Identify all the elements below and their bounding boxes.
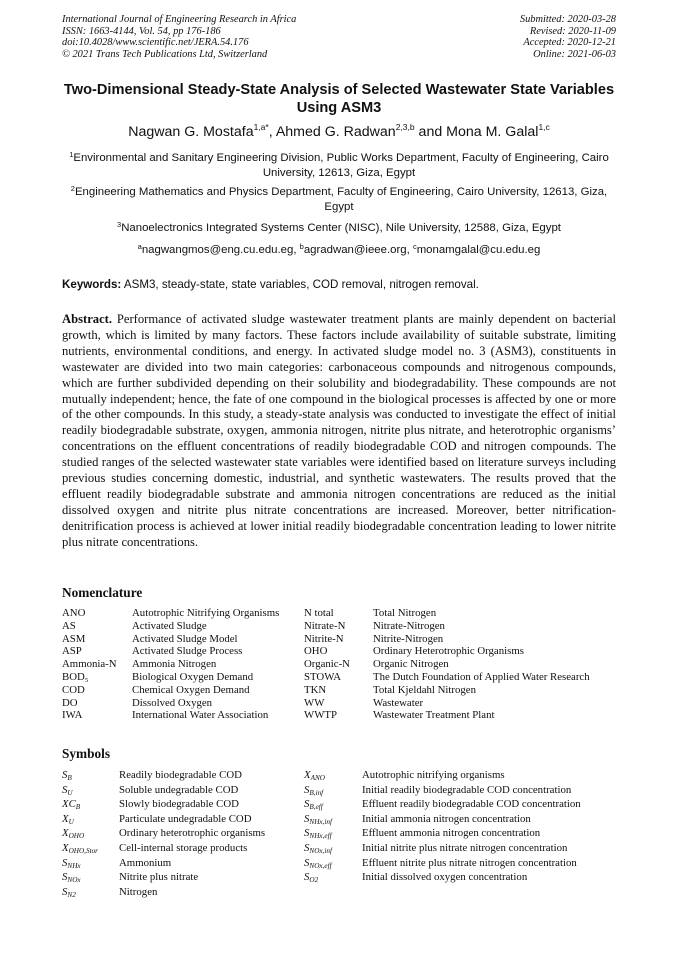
symbol-base: S bbox=[304, 783, 310, 796]
symbol bbox=[304, 783, 362, 798]
revised-date: Revised: 2020-11-09 bbox=[529, 25, 616, 37]
symbol-subscript: NOx,inf bbox=[309, 846, 332, 855]
symbol bbox=[62, 870, 119, 885]
nomenclature-abbreviation: WW bbox=[304, 696, 325, 709]
submitted-date: Submitted: 2020-03-28 bbox=[519, 14, 616, 25]
symbol-description bbox=[362, 885, 616, 900]
symbol-row bbox=[62, 826, 616, 841]
symbol-description: Effluent nitrite plus nitrate nitrogen concentration bbox=[362, 856, 577, 869]
symbol bbox=[62, 797, 119, 812]
symbol-description: Nitrogen bbox=[119, 885, 158, 898]
symbol-row bbox=[62, 841, 616, 856]
symbol-description: Initial ammonia nitrogen concentration bbox=[362, 812, 531, 825]
symbol-description: Effluent ammonia nitrogen concentration bbox=[362, 827, 541, 840]
author-affiliation-mark: 2,3,b bbox=[395, 122, 415, 132]
affiliation-2 bbox=[62, 185, 616, 214]
keywords-label: Keywords: bbox=[62, 278, 122, 291]
symbol-description: Initial dissolved oxygen concentration bbox=[362, 871, 528, 884]
nomenclature-abbreviation: Nitrate-N bbox=[304, 619, 346, 632]
nomenclature-definition: The Dutch Foundation of Applied Water Research bbox=[373, 670, 590, 683]
nomenclature-abbreviation: ASP bbox=[62, 645, 82, 658]
nomenclature-definition: Ammonia Nitrogen bbox=[132, 658, 217, 671]
issn: ISSN: 1663-4144, Vol. 54, pp 176-186 bbox=[62, 25, 221, 37]
nomenclature-abbreviation: Nitrite-N bbox=[304, 632, 344, 645]
nomenclature-abbreviation: TKN bbox=[304, 683, 327, 696]
symbol-description: Particulate undegradable COD bbox=[119, 812, 252, 825]
symbol-description: Cell-internal storage products bbox=[119, 841, 248, 854]
nomenclature-definition: Chemical Oxygen Demand bbox=[132, 683, 250, 696]
nomenclature-definition: Autotrophic Nitrifying Organisms bbox=[132, 607, 280, 619]
symbol bbox=[304, 812, 362, 827]
author-affiliation-mark: 1,a* bbox=[253, 122, 269, 132]
nomenclature-abbreviation: IWA bbox=[62, 709, 83, 722]
copyright: © 2021 Trans Tech Publications Ltd, Switzerland bbox=[62, 49, 268, 61]
symbol-subscript: U bbox=[67, 788, 73, 797]
nomenclature-abbreviation: WWTP bbox=[304, 709, 337, 722]
symbol-base: X bbox=[62, 827, 69, 840]
doi: doi:10.4028/www.scientific.net/JERA.54.176 bbox=[62, 37, 249, 49]
author-name: Nagwan G. Mostafa bbox=[128, 124, 254, 140]
symbol bbox=[62, 856, 119, 871]
symbol-base: X bbox=[62, 841, 69, 854]
symbol bbox=[304, 870, 362, 885]
nomenclature-row bbox=[62, 697, 616, 710]
author-name: Mona M. Galal bbox=[446, 124, 539, 140]
symbol-description: Initial readily biodegradable COD concentration bbox=[362, 783, 572, 796]
abstract-text: Performance of activated sludge wastewater treatment plants are mainly dependent on bacterial growth, which is limited by many factors. These factors include availability of suitable substrate, limiting nutrients, environmental conditions, and energy. In activated sludge model no. 3 (ASM3), constituents in wastewater are divided into two main categories: carbonaceous compounds and nitrogenous compounds, which are further subdivided depending on their solubility and biodegradability. These compounds are not mutually independent; hence, the fate of one compound in the biological processes is affected by one or more of the other compounds. In this study, a steady-state analysis was conducted to investigate the effect of initial readily biodegradable substrate, oxygen, ammonia nitrogen, nitrite plus nitrate, and heterotrophic organisms’ concentrations on the effluent concentrations of readily biodegradable COD and nitrogen compounds. The studied ranges of the selected wastewater state variables were identified based on literature surveys including previous studies concerning domestic, industrial, and synthetic wastewaters. The results proved that the effluent readily biodegradable substrate and ammonia nitrogen concentrations are reduced as the initial dissolved oxygen and nitrite plus nitrate concentrations are increased. Moreover, better nitrification-denitrification process is achieved at lower initial readily biodegradable concentration leading to lower nitrite plus nitrate concentrations. bbox=[62, 312, 616, 549]
symbol-base: X bbox=[304, 769, 311, 781]
nomenclature-row bbox=[62, 645, 616, 658]
symbol-subscript: NOx,eff bbox=[309, 861, 332, 870]
symbol-subscript: B bbox=[75, 803, 81, 812]
author-list bbox=[62, 123, 616, 141]
author-separator: , bbox=[268, 124, 276, 140]
abstract-label: Abstract. bbox=[62, 312, 113, 326]
symbol-description: Initial nitrite plus nitrate nitrogen concentration bbox=[362, 841, 568, 854]
nomenclature-abbreviation: N total bbox=[304, 607, 334, 619]
symbol-base: S bbox=[304, 841, 310, 854]
nomenclature-definition: Total Kjeldahl Nitrogen bbox=[373, 683, 476, 696]
email-mark: b bbox=[299, 242, 304, 251]
affiliation-text: Engineering Mathematics and Physics Department, Faculty of Engineering, Cairo University, 12613, Giza, Egypt bbox=[74, 186, 608, 213]
symbol-subscript: ANO bbox=[310, 774, 325, 782]
affiliation-text: Nanoelectronics Integrated Systems Center (NISC), Nile University, 12588, Giza, Egypt bbox=[121, 222, 561, 234]
paper-title: Two-Dimensional Steady-State Analysis of Selected Wastewater State Variables Using ASM3 bbox=[63, 82, 615, 116]
author-emails bbox=[62, 243, 616, 258]
nomenclature-definition: Wastewater bbox=[373, 696, 424, 709]
email-mark: a bbox=[137, 242, 142, 251]
symbol-base: S bbox=[62, 769, 68, 781]
symbol-subscript: B bbox=[67, 774, 72, 782]
symbol-description: Soluble undegradable COD bbox=[119, 783, 239, 796]
nomenclature-definition: Total Nitrogen bbox=[373, 607, 437, 619]
nomenclature-row bbox=[62, 658, 616, 671]
symbol bbox=[62, 841, 119, 856]
symbol bbox=[62, 783, 119, 798]
affiliation-1 bbox=[62, 151, 616, 180]
symbol-subscript: B,eff bbox=[309, 803, 323, 812]
nomenclature-abbreviation: COD bbox=[62, 683, 85, 696]
symbol-base: S bbox=[304, 856, 310, 869]
symbols-heading: Symbols bbox=[62, 746, 111, 761]
symbol-base: S bbox=[304, 871, 310, 884]
symbol-base: S bbox=[62, 783, 68, 796]
symbol-base: S bbox=[304, 827, 310, 840]
nomenclature-definition: Nitrate-Nitrogen bbox=[373, 619, 445, 632]
symbol-base: S bbox=[304, 798, 310, 811]
affiliation-number: 3 bbox=[117, 220, 122, 229]
nomenclature-row bbox=[62, 684, 616, 697]
symbol-description: Slowly biodegradable COD bbox=[119, 798, 239, 811]
nomenclature-definition: Activated Sludge bbox=[132, 619, 207, 632]
nomenclature-row bbox=[62, 671, 616, 684]
email-link[interactable]: nagwangmos@eng.cu.edu.eg, bbox=[141, 244, 300, 256]
symbol bbox=[304, 856, 362, 871]
symbols-table bbox=[62, 768, 616, 899]
nomenclature-definition: Ordinary Heterotrophic Organisms bbox=[373, 645, 524, 658]
nomenclature-definition: Activated Sludge Model bbox=[132, 632, 238, 645]
author-separator: and bbox=[414, 124, 447, 140]
nomenclature-heading: Nomenclature bbox=[62, 585, 143, 600]
symbol-base: S bbox=[62, 885, 68, 898]
nomenclature-abbreviation: OHO bbox=[304, 645, 328, 658]
symbol bbox=[304, 768, 362, 783]
symbol-row bbox=[62, 812, 616, 827]
symbol-subscript: B,inf bbox=[309, 788, 324, 797]
symbol-description: Ordinary heterotrophic organisms bbox=[119, 827, 266, 840]
symbol-subscript: OHO bbox=[68, 832, 85, 841]
symbol bbox=[304, 826, 362, 841]
nomenclature-table bbox=[62, 607, 616, 722]
journal-info bbox=[62, 14, 296, 61]
symbol bbox=[62, 826, 119, 841]
nomenclature-definition: Biological Oxygen Demand bbox=[132, 670, 254, 683]
symbol-subscript: NHx,eff bbox=[309, 832, 332, 841]
symbol-subscript: U bbox=[68, 817, 74, 826]
symbol-base: X bbox=[62, 812, 69, 825]
nomenclature-abbreviation: STOWA bbox=[304, 670, 341, 683]
symbol-row bbox=[62, 885, 616, 900]
symbol bbox=[62, 885, 119, 900]
nomenclature-definition: Dissolved Oxygen bbox=[132, 696, 213, 709]
keywords bbox=[62, 278, 616, 292]
symbol-subscript: O2 bbox=[309, 876, 319, 885]
nomenclature-abbreviation: DO bbox=[62, 696, 78, 709]
symbol-row bbox=[62, 783, 616, 798]
nomenclature-abbreviation: BOD₅ bbox=[62, 670, 89, 683]
nomenclature-abbreviation: AS bbox=[62, 619, 76, 632]
nomenclature-abbreviation: ASM bbox=[62, 632, 86, 645]
symbol bbox=[62, 768, 119, 783]
email-mark: c bbox=[412, 242, 417, 251]
symbol-subscript: NHx bbox=[67, 861, 81, 870]
abstract bbox=[62, 312, 616, 551]
symbol-description: Ammonium bbox=[119, 856, 172, 869]
affiliation-3 bbox=[62, 221, 616, 236]
nomenclature-row bbox=[62, 607, 616, 620]
symbol bbox=[62, 812, 119, 827]
nomenclature-row bbox=[62, 620, 616, 633]
symbol-row bbox=[62, 870, 616, 885]
symbol-description: Nitrite plus nitrate bbox=[119, 871, 199, 884]
nomenclature-definition: Wastewater Treatment Plant bbox=[373, 709, 495, 722]
nomenclature-definition: Activated Sludge Process bbox=[132, 645, 243, 658]
keywords-text: ASM3, steady-state, state variables, COD removal, nitrogen removal. bbox=[121, 278, 479, 291]
nomenclature-definition: Organic Nitrogen bbox=[373, 658, 449, 671]
symbol bbox=[304, 797, 362, 812]
symbol-base: XC bbox=[62, 798, 76, 811]
symbol-subscript: N2 bbox=[67, 890, 76, 899]
journal-name: International Journal of Engineering Research in Africa bbox=[62, 14, 297, 25]
symbol-base: S bbox=[62, 871, 68, 884]
nomenclature-definition: International Water Association bbox=[132, 709, 269, 722]
nomenclature-abbreviation: Organic-N bbox=[304, 658, 350, 671]
nomenclature-definition: Nitrite-Nitrogen bbox=[373, 632, 444, 645]
affiliation-text: Environmental and Sanitary Engineering Division, Public Works Department, Faculty of Engineering, Cairo University, 12613, Giza, Egypt bbox=[73, 152, 609, 179]
symbol bbox=[304, 841, 362, 856]
symbol-row bbox=[62, 856, 616, 871]
symbol-subscript: NHx,inf bbox=[309, 817, 332, 826]
symbol-row bbox=[62, 797, 616, 812]
symbol-description: Effluent readily biodegradable COD concentration bbox=[362, 798, 581, 811]
symbol-description: Readily biodegradable COD bbox=[119, 769, 242, 781]
symbol-row bbox=[62, 768, 616, 783]
affiliation-number: 2 bbox=[70, 184, 75, 193]
symbol-base: S bbox=[304, 812, 310, 825]
publication-dates bbox=[520, 14, 616, 61]
nomenclature-row bbox=[62, 633, 616, 646]
symbol bbox=[304, 885, 362, 900]
nomenclature-row bbox=[62, 709, 616, 722]
author-name: Ahmed G. Radwan bbox=[275, 124, 396, 140]
symbol-base: S bbox=[62, 856, 68, 869]
nomenclature-abbreviation: ANO bbox=[62, 607, 86, 619]
online-date: Online: 2021-06-03 bbox=[533, 49, 616, 61]
affiliation-number: 1 bbox=[69, 150, 74, 159]
symbol-description: Autotrophic nitrifying organisms bbox=[362, 769, 505, 781]
email-link[interactable]: monamgalal@cu.edu.eg bbox=[416, 244, 541, 256]
author-affiliation-mark: 1,c bbox=[538, 122, 550, 132]
email-link[interactable]: agradwan@ieee.org, bbox=[303, 244, 413, 256]
accepted-date: Accepted: 2020-12-21 bbox=[523, 37, 616, 49]
symbol-subscript: OHO,Stor bbox=[68, 846, 98, 855]
symbol-subscript: NOx bbox=[67, 876, 81, 885]
nomenclature-abbreviation: Ammonia-N bbox=[62, 658, 117, 671]
